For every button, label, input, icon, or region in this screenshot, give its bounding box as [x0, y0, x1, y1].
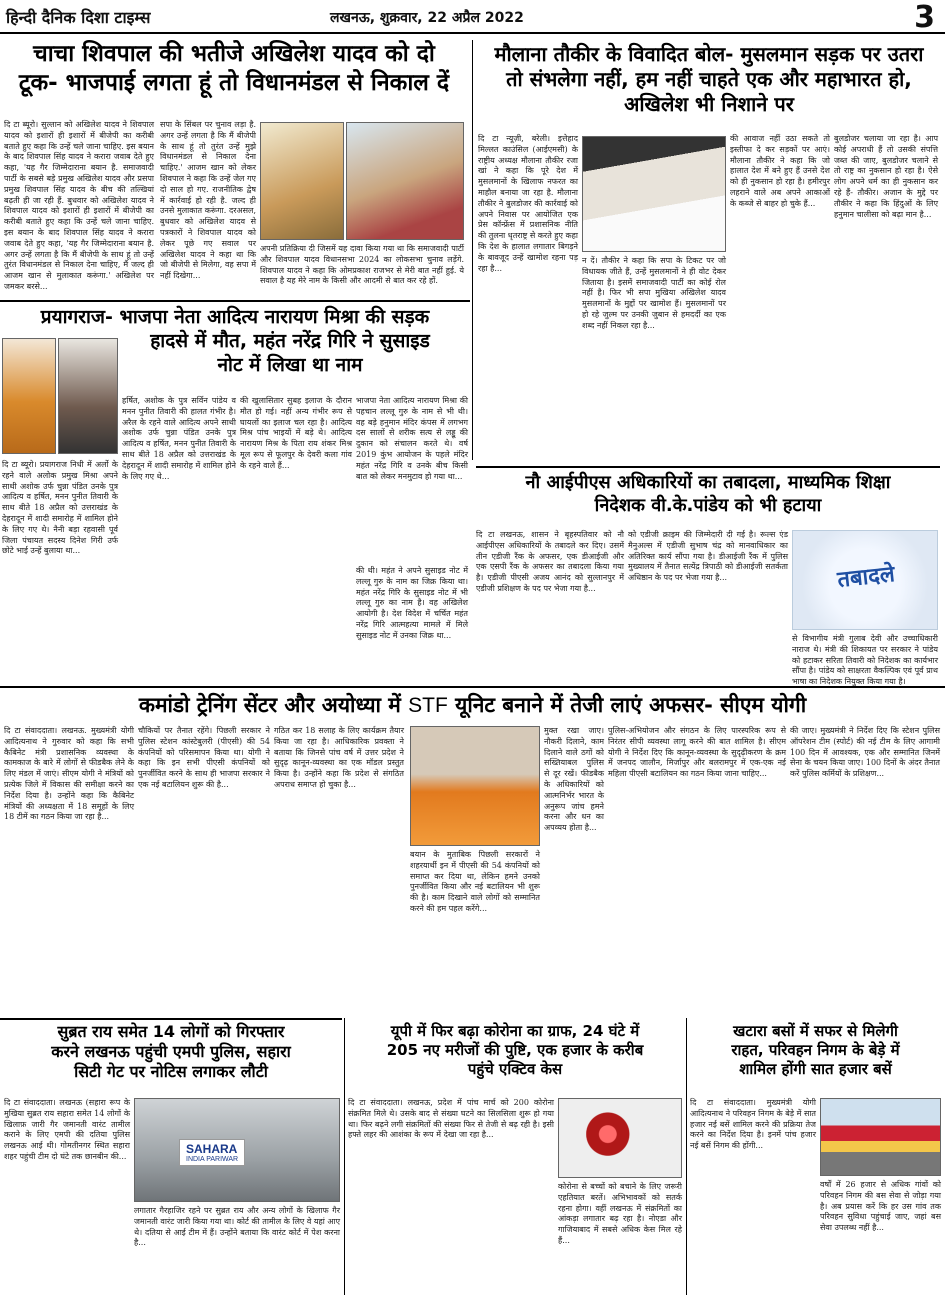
article-text: लगातार गैरहाजिर रहने पर सुब्रत राय और अन्य लोगों के खिलाफ गैर जमानती वारंट जारी किया गया था। कोर्ट की तामील के लिए वे यहां आए थे। दतिया से आई टीम में हैं। उन्होंने बताया कि वारंट कोर्ट में पेश करना है... — [134, 1206, 340, 1248]
article-text: की थी। महंत ने अपने सुसाइड नोट में लल्लू गुरु के नाम का जिक्र किया था। महंत नरेंद्र गिरि के सुसाइड नोट में भी लल्लू गुरु का नाम है। वह अखिलेश आयोगी है। देश विदेश में चर्चित महंत नरेंद्र गिरि आत्महत्या मामले में मिले सुसाइड नोट में उनका जिक्र था... — [356, 566, 468, 640]
headline — [0, 692, 945, 719]
article-text: चौकियों पर तैनात रहेंगे। पिछली सरकार ने पुलिस स्टेशन कांस्टेबुलरी (पीएसी) की 54 कंपनियों को परिसमापन किया था। योगी ने कहा कि इन सभी पीएसी कंपनियों को पुनर्जीवित करने के साथ ही भाजपा सरकार ने एक नई बटालियन शुरू की है... — [138, 726, 270, 789]
article-text: अपनी प्रतिक्रिया दी जिसमें यह दावा किया गया था कि समाजवादी पार्टी और शिवपाल यादव विधानसभा 2024 का लोकसभा चुनाव लड़ेंगे. शिवपाल यादव ने कहा कि ओमप्रकाश राजभर से मेरी बात नहीं हुई. ये सवाल है यह मेरे नाम के किसी और आदमी से बात कर रहे हों. — [260, 244, 464, 286]
article-text: भाजपा नेता आदित्य नारायण मिश्रा की पहचान लल्लू गुरु के नाम से भी थी। वह बड़े हनुमान मंदिर कंपस में लगभग दस सालों से शरीक सत्य से लड्डू की दुकान को संचालन करते थे। वर्ष 2019 कुंभ आयोजन के पहले मंदिर महंत नरेंद्र गिरि व उनके बीच किसी बात को लेकर मनमुटाव हो गया था... — [356, 396, 468, 481]
corona-virus-image — [558, 1098, 682, 1178]
story-subrata-roy — [0, 1018, 342, 1295]
divider — [344, 1018, 345, 1295]
article-text: की जाए। मुख्यमंत्री ने निर्देश दिए कि स्टेशन पुलिस ऑपरेशन टीम (स्पोर्ट) की नई टीम के लिए आगामी 100 दिन में आवश्यक, एक और सम्मानित जिनमें सेना के चयन किया जाए। 100 दिनों के अंदर तैनात करें पुलिस कर्मियों के प्रशिक्षण... — [790, 726, 940, 779]
headline-line-1: चाचा शिवपाल की भतीजे अखिलेश यादव को दो — [33, 41, 435, 67]
headline-prefix: कमांडो ट्रेनिंग सेंटर और अयोध्या में — [138, 693, 401, 717]
headline — [476, 472, 940, 517]
headline-line-2: तो संभलेगा नहीं, हम नहीं चाहते एक और महाभारत हो, — [506, 67, 912, 91]
yogi-photo — [410, 726, 540, 846]
article-text: दि टा संवाददाता। लखनऊ. मुख्यमंत्री योगी आदित्यनाथ ने गुरुवार को कहा कि सभी कैबिनेट मंत्री प्रशासनिक व्यवस्था के कामकाज के बारे में लोगों से फीडबैक लेने के लिए मंडल में जाएं। सीएम योगी ने मंत्रियों को प्रत्येक जिले में विकास की समीक्षा करने का निर्देश दिया है। उन्होंने कहा कि कैबिनेट मंत्रियों की अध्यक्षता में 18 समूहों के लिए 18 टीमें का गठन किया जा रहा है... — [4, 726, 134, 822]
headline-line-2: करने लखनऊ पहुंची एमपी पुलिस, सहारा — [51, 1042, 291, 1061]
story-buses — [688, 1018, 943, 1295]
sahara-logo — [179, 1139, 245, 1166]
story-cm-yogi — [0, 686, 945, 1016]
headline-line-2: टूक- भाजपाई लगता हूं तो विधानमंडल से निकाल दें — [18, 69, 450, 96]
article-text: दि टा न्यूज़ी, बरेली। इत्तेहाद मिल्लत काउंसिल (आईएमसी) के राष्ट्रीय अध्यक्ष मौलाना तौकीर रजा खां ने कहा कि पूरे देश में मुसलमानों के खिलाफ नफरत का माहौल बनाया जा रहा है. मौलाना तौकीर ने बुलडोजर की कार्रवाई को अपने निवास पर आयोजित एक प्रेस कॉन्फ्रेंस में प्रशासनिक नीति की तुलना धृतराष्ट्र से करते हुए कहा कि देश के हालात लगातार बिगड़ने के बावजूद उन्हें खामोश रहना पड़ रहा है... — [478, 134, 578, 273]
divider — [476, 466, 940, 468]
headline-line-2: निदेशक वी.के.पांडेय को भी हटाया — [594, 494, 822, 516]
headline-line-3: सिटी गेट पर नोटिस लगाकर लौटी — [74, 1062, 268, 1081]
paper-name: हिन्दी दैनिक दिशा टाइम्स — [6, 8, 151, 27]
masthead — [0, 0, 945, 34]
page-number: 3 — [914, 0, 935, 35]
headline-stf: STF — [408, 694, 448, 717]
headline-line-1: प्रयागराज- भाजपा नेता आदित्य नारायण मिश्रा की सड़क — [40, 306, 430, 328]
headline-line-2: हादसे में मौत, महंत नरेंद्र गिरि ने सुसाइड — [150, 329, 430, 352]
article-text: दि टा ब्यूरो। सुल्तान को अखिलेश यादव ने शिवपाल यादव को इशारों ही इशारों में बीजेपी का करीबी बताते हुए कहा कि उन्हें चले जाना चाहिए. इस बयान के बाद शिवपाल सिंह यादव ने करारा जवाब देते हुए कहा, 'यह गैर जिम्मेदाराना बयान है. समाजवादी पार्टी के सबसे बड़े प्रमुख अखिलेश यादव और प्रसपा प्रमुख शिवपाल सिंह यादव के बीच की तल्खियां बढ़ती ही जा रही हैं. बुधवार को अखिलेश यादव ने शिवपाल यादव को इशारों ही इशारों में बीजेपी का करीबी बताते हुए कहा कि उन्हें चले जाना चाहिए. इस बयान के बाद शिवपाल सिंह यादव ने करारा जवाब देते हुए कहा, 'यह गैर जिम्मेदाराना बयान है. अगर उन्हें लगता है कि मैं बीजेपी के साथ हूं तो उन्हें तुरंत विधानमंडल से निकाल देना चाहिए, मैं जल्द ही आजम खान से मुलाकात करूंगा.' अखिलेश पर जमकर बरसे... — [4, 120, 154, 291]
headline-line-3: नोट में लिखा था नाम — [217, 353, 363, 376]
headline-line-2: राहत, परिवहन निगम के बेड़े में — [731, 1040, 900, 1059]
headline-line-1: सुब्रत राय समेत 14 लोगों को गिरफ्तार — [57, 1022, 285, 1041]
article-text: दि टा संवाददाता। मुख्यमंत्री योगी आदित्यनाथ ने परिवहन निगम के बेड़े में सात हजार नई बसें शामिल करने की प्रक्रिया तेज करने का निर्देश दिया है। इनमें पांच हजार नई बसें निगम की होंगी... — [690, 1098, 816, 1151]
divider — [0, 686, 945, 688]
article-text: हर्षित, अशोक के पुत्र सर्विन पांडेय व मनन पुनीत तिवारी की हालत गंभीर है। अरैल के रहने वाले आदित्य अपने साथी अशोक उर्फ चुन्ना पंडित उनके पुत्र आदित्य व हर्षित, मनन पुनीत तिवारी के साथ बीते 18 अप्रैल को उत्तराखंड के देहरादून में शादी समारोह में शामिल होने के लिए गए थे... — [122, 396, 236, 481]
article-text: दि टा लखनऊ, शासन ने बृहस्पतिवार को नौ आईपीएस अधिकारियों के तबादले कर दिए। उसमें तीन एडीजी रैंक के अफसर, एक डीआईजी और एक एसपी रैंक के अफसर का तबादला किया गया है। एडीजी पीएसी अजय आनंद को सुल्तानपुर में एडीजी प्रशिक्षण के पद पर भेजा गया है... — [476, 530, 624, 593]
article-text: सपा के सिंबल पर चुनाव लड़ा है. अगर उन्हें लगता है कि मैं बीजेपी के साथ हूं तो तुरंत उन्हें मुझे विधानमंडल से निकाल देना चाहिए.' आजम खान को लेकर शिवपाल ने कहा कि उन्हें जेल गए दो साल हो गए. राजनीतिक द्वेष में कार्रवाई हो रही है. जल्द ही उनसे मुलाकात करूंगा. दरअसल, बुधवार को अखिलेश यादव से पत्रकारों ने शिवपाल यादव को लेकर पूछे गए सवाल पर अखिलेश यादव ने कहा था कि जो बीजेपी से मिलेगा, वह सपा में नहीं दिखेगा... — [160, 120, 256, 281]
logo-text: SAHARA — [186, 1142, 238, 1156]
article-text: को एडीजी क्राइम की जिम्मेदारी दी गई है। रूल्स एंड मैनुअल्स में एडीजी सुभाष चंद्र को मानवाधिकार का अतिरिक्त कार्य सौंपा गया है। डीआईजी रैंक में पुलिस मुख्यालय में तैनात सत्येंद्र त्रिपाठी को डीआईजी सतर्कता अधिष्ठान के पद पर भेजा गया है... — [628, 530, 788, 583]
headline-line-2: 205 नए मरीजों की पुष्टि, एक हजार के करीब — [386, 1040, 644, 1059]
transfer-graphic — [792, 530, 938, 630]
article-text: की खुलासितार सुबह इलाज के दौरान मौत हो गई। नहीं अन्य गंभीर रूप से घायलों का इलाज चल रहा है। आदित्य मिश्र पांच भाइयों में बड़े थे। आदित्य नारायण मिश्र के पिता राय शंकर मिश्र मूल रूप से फूलपुर के देवरी कला गांव के रहने वाले हैं... — [240, 396, 352, 470]
headline-line-3: अखिलेश भी निशाने पर — [624, 92, 794, 116]
headline-line-1: नौ आईपीएस अधिकारियों का तबादला, माध्यमिक शिक्षा — [525, 472, 891, 493]
story-corona — [346, 1018, 684, 1295]
article-text: न दें। तौकीर ने कहा कि सपा के टिकट पर जो विधायक जीते हैं, उन्हें मुसलमानों ने ही वोट देकर जिताया है। इसमें समाजवादी पार्टी का कोई रोल नहीं है। फिर भी सपा मुखिया अखिलेश यादव मुसलमानों के मुद्दों पर खामोश हैं। मुसलमानों पर हो रहे जुल्म पर उनकी जुबान से हमदर्दी का एक शब्द नहीं निकल रहा है... — [582, 256, 726, 330]
akhilesh-photo — [346, 122, 464, 240]
divider — [0, 300, 470, 302]
logo-subtext: INDIA PARIWAR — [186, 1156, 239, 1163]
story-maulana — [478, 42, 940, 466]
article-text: की आवाज नहीं उठा सकते तो इस्तीफा दे कर सड़कों पर आएं। मौलाना तौकीर ने कहा कि जो हालात देश में बने हुए हैं उनसे देश को ही नुकसान हो रहा है। हमीरपुर लहराने वाले अब अपने आकाओं के कब्जे से बाहर हो चुके हैं... — [730, 134, 830, 208]
headline-suffix: यूनिट बनाने में तेजी लाएं अफसर- सीएम योगी — [455, 693, 807, 717]
headline-line-1: मौलाना तौकीर के विवादित बोल- मुसलमान सड़क पर उतरा — [494, 42, 924, 66]
story-ips-transfer — [476, 470, 940, 687]
article-text: बयान के मुताबिक पिछली सरकारों ने शहरयार्थी इन में पीएसी की 54 कंपनियों को समाप्त कर दिया था, लेकिन हमने उनको पुनर्जीवित किया और नई बटालियन भी शुरू की है। काम दिखाने वाले लोगों को सम्मानित करने की हम पहल करेंगे... — [410, 850, 540, 913]
headline-line-3: शामिल होंगी सात हजार बसें — [739, 1059, 892, 1078]
shivpal-photo — [260, 122, 344, 240]
headline-line-1: यूपी में फिर बढ़ा कोरोना का ग्राफ, 24 घंटे में — [390, 1022, 640, 1040]
headline — [346, 1022, 684, 1078]
article-text: मुक्त रखा जाए। नौकरी दिलाने, काम दिलाने वाले ठगों को सख्तियाबल पुलिस से दूर रखें। फीडबैक के अधिकारियों को आत्मनिर्भर भारत के अनुरूप जांच हमने करना और धन का अपव्यय होता है... — [544, 726, 604, 833]
article-text: दि टा संवाददाता। लखनऊ, प्रदेश में पांच मार्च को 200 कोरोना संक्रमित मिले थे। उसके बाद से संख्या घटने का सिलसिला शुरू हो गया था। फिर बढ़ने लगी संक्रमितों की संख्या फिर से तेजी से बढ़ रही है। इसी हफ्ते लहर की आशंका के रूप में देखा जा रहा है... — [348, 1098, 554, 1140]
date-line: लखनऊ, शुक्रवार, 22 अप्रैल 2022 — [330, 10, 524, 26]
story-prayagraj — [0, 300, 470, 682]
sahara-gate-photo — [134, 1098, 340, 1202]
divider — [686, 1018, 687, 1295]
headline — [0, 1022, 342, 1082]
divider — [0, 1018, 342, 1020]
headline-line-1: खटारा बसों में सफर से मिलेगी — [733, 1022, 898, 1040]
article-text: दि टा ब्यूरो। प्रयागराज निधी में अर्लो के रहने वाले अलोक प्रमुख मिश्रा अपने साथी अशोक उर्फ चुन्ना पंडित उनके पुत्र आदित्य व हर्षित, मनन पुनीत तिवारी के साथ बीते 18 अप्रैल को उत्तराखंड के देहरादून में शादी समारोह में शामिल होने के लिए गए थे। नैनी बड़ा रहवासी पूर्व जिला पंचायत सदस्य दिनेश गिरी उर्फ छोटे भाई उन्हें बुलाया था... — [2, 460, 118, 556]
graphic-text: तबादले — [836, 562, 897, 593]
headline — [0, 40, 468, 98]
article-text: वर्षों में 26 हजार से अधिक गांवों को परिवहन निगम की बस सेवा से जोड़ा गया है। अब प्रयास करें कि हर उस गांव तक परिवहन सुविधा पहुंचाई जाए, जहां बस सेवा उपलब्ध नहीं है... — [820, 1180, 941, 1233]
article-text: बुलडोजर चलाया जा रहा है। आप कोई अपराधी हैं तो उसकी संपत्ति जब्त की जाए, बुलडोजर चलाने से तो राष्ट्र का नुकसान हो रहा है। ऐसे लोग अपने धर्म का ही नुकसान कर रहे हैं- तौकीर। अजान के मुद्दे पर तौकीर ने कहा कि हिंदुओं के लिए हनुमान चालीसा को बढ़ा मान है... — [834, 134, 938, 219]
headline — [478, 42, 940, 117]
article-text: पुलिस-अभियोजन और संगठन के लिए पारस्परिक रूप से निरंतर सीपी व्यवस्था लागू करने की बात शामिल है। सीएम योगी ने निर्देश दिए कि कानून-व्यवस्था के सुदृढ़ीकरण के क्रम में जनपद जालौन, मिर्जापुर और बलरामपुर में एक-एक नई महिला पीएसी बटालियन का गठन किया जाना चाहिए... — [608, 726, 786, 779]
mahant-photo — [2, 338, 56, 454]
maulana-photo — [582, 136, 726, 252]
article-text: दि टा संवाददाता। लखनऊ (सहारा रूप के मुखिया सुब्रत राय सहारा समेत 14 लोगों के खिलाफ़ जारी गैर जमानती वारंट तामील कराने के लिए एमपी की दतिया पुलिस लखनऊ आई थी। गोमतीनगर स्थित सहारा शहर पहुंची टीम दो घंटे तक छानबीन की... — [4, 1098, 130, 1161]
headline — [688, 1022, 943, 1078]
article-text: गठित कर 18 सलाह के लिए कार्यक्रम तैयार किया जा रहा है। आधिकारिक प्रवक्ता ने बताया कि जिनसे पांच वर्ष में उत्तर प्रदेश ने सुदृढ़ कानून-व्यवस्था का एक मॉडल प्रस्तुत किया है। उन्होंने कहा कि प्रदेश से संगठित अपराध समाप्त हो चुका है... — [274, 726, 404, 789]
divider — [472, 40, 473, 460]
article-text: कोरोना से बच्चों को बचाने के लिए जरूरी एहतियात बरतें। अभिभावकों को सतर्क रहना होगा। वहीं लखनऊ में संक्रमितों का आंकड़ा लगातार बढ़ रहा है। नोएडा और गाजियाबाद में सबसे अधिक केस मिल रहे हैं... — [558, 1182, 682, 1245]
story-shivpal — [0, 40, 468, 298]
article-text: से विभागीय मंत्री गुलाब देवी और उच्चाधिकारी नाराज थे। मंत्री की शिकायत पर सरकार ने पांडेय को हटाकर सरिता तिवारी को निदेशक का कार्यभार सौंपा है। पांडेय को साक्षरता वैकल्पिक एवं पूर्व प्राथ भाषा का निदेशक नियुक्त किया गया है। — [792, 634, 938, 687]
aditya-photo — [58, 338, 118, 454]
bus-depot-photo — [820, 1098, 941, 1176]
headline-line-3: पहुंचे एक्टिव केस — [467, 1059, 563, 1078]
